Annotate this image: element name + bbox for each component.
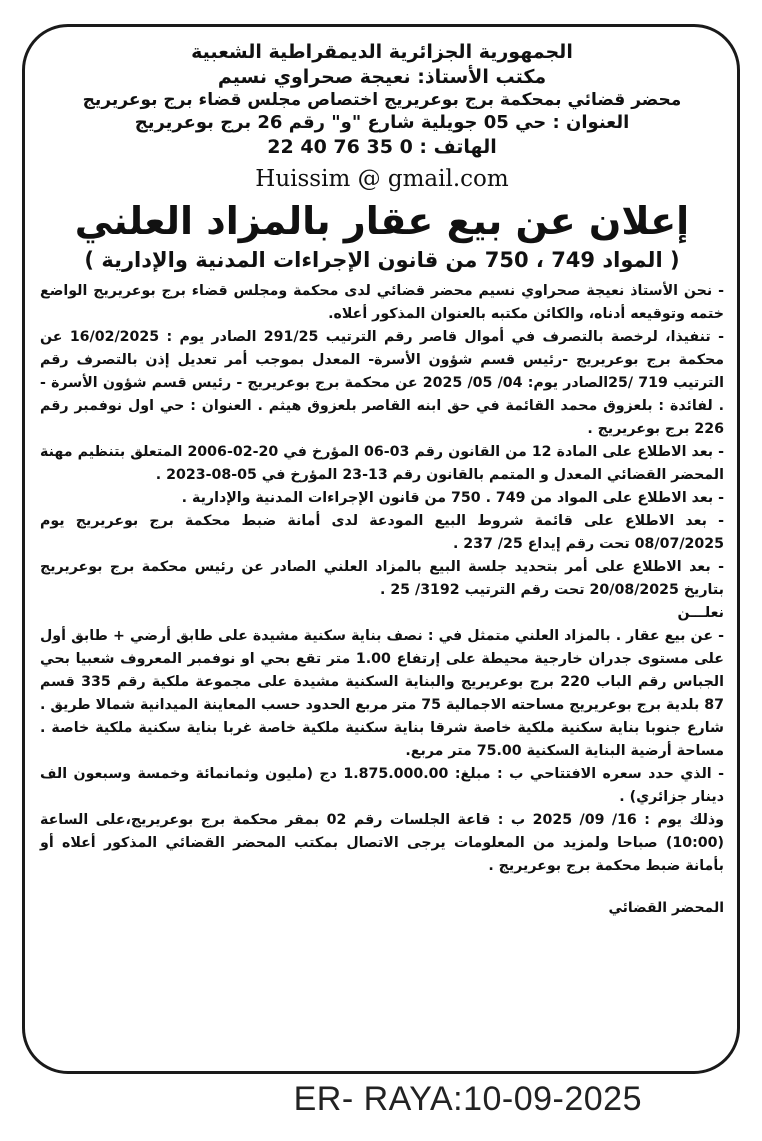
- notice-content: [40, 40, 724, 930]
- intro-paragraph: - نحن الأستاذ نعيجة صحراوي نسيم محضر قضائي لدى محكمة ومجلس قضاء برج بوعريريج الواضع ختمه وتوقيعه أدناه، والكائن مكتبه بالعنوان المذكور أعلاه.: [40, 283, 724, 323]
- republic-heading: الجمهورية الجزائرية الديمقراطية الشعبية: [191, 41, 573, 63]
- phone-line: الهاتف : 0 35 76 40 22: [267, 135, 497, 158]
- court-heading: محضر قضائي بمحكمة برج بوعريريج اختصاص مجلس قضاء برج بوعريريج: [82, 90, 682, 111]
- date-paragraph: وذلك يوم : 16/ 09/ 2025 ب : قاعة الجلسات رقم 02 بمقر محكمة برج بوعريريج،على الساعة (10:00) صباحا ولمزيد من المعلومات يرجى الاتصال بمكتب المحضر القضائي المذكور أعلاه أو بأمانة ضبط محكمة برج بوعريريج .: [40, 812, 725, 875]
- notice-subtitle: ( المواد 749 ، 750 من قانون الإجراءات المدنية والإدارية ): [84, 248, 680, 273]
- session-order-paragraph: - بعد الاطلاع على أمر بتحديد جلسة البيع بالمزاد العلني الصادر عن رئيس محكمة برج بوعريريج بتاريخ 20/08/2025 تحت رقم الترتيب 3192/ 25 .: [40, 559, 724, 599]
- conditions-paragraph: - بعد الاطلاع على قائمة شروط البيع المودعة لدى أمانة ضبط محكمة برج بوعريريج يوم 08/07/2025 تحت رقم إيداع 25/ 237 .: [40, 513, 724, 553]
- signature: المحضر القضائي: [608, 900, 724, 917]
- office-heading: مكتب الأستاذ: نعيجة صحراوي نسيم: [217, 65, 547, 88]
- address-line: العنوان : حي 05 جويلية شارع "و" رقم 26 برج بوعريريج: [134, 112, 630, 134]
- announce-heading: نعلـــن: [677, 605, 724, 622]
- price-paragraph: - الذي حدد سعره الافتتاحي ب : مبلغ: 1.875.000.00 دج (مليون وثمانمائة وخمسة وسبعون الف دينار جزائري) .: [40, 766, 724, 806]
- notice-title: إعلان عن بيع عقار بالمزاد العلني: [74, 198, 690, 243]
- execution-paragraph: - تنفيذا، لرخصة بالتصرف في أموال قاصر رقم الترتيب 291/25 الصادر يوم : 16/02/2025 عن محكمة برج بوعريريج -رئيس قسم شؤون الأسرة- المعدل بموجب أمر تعديل إذن بالتصرف رقم الترتيب 719 /25الصادر يوم: 04/ 05/ 2025 عن محكمة برج بوعريريج - رئيس قسم شؤون الأسرة - . لفائدة : بلعزوق محمد القائمة في حق ابنه القاصر بلعزوق هيثم . العنوان : حي اول نوفمبر رقم 226 برج بوعريريج .: [40, 329, 725, 438]
- email-line: Huissim @ gmail.com: [255, 165, 509, 192]
- publication-footer: ER- RAYA:10-09-2025: [293, 1080, 642, 1118]
- articles-paragraph: - بعد الاطلاع على المواد من 749 . 750 من قانون الإجراءات المدنية والإدارية .: [181, 490, 724, 507]
- property-paragraph: - عن بيع عقار . بالمزاد العلني متمثل في : نصف بناية سكنية مشيدة على طابق أرضي + طابق أول على مستوى جدران خارجية محيطة على إرتفاع 1.00 متر تقع بحي او نوفمبر المعروف شعبيا بحي الجباس رقم الباب 220 برج بوعريريج والبناية السكنية مشيدة على مجموعة ملكية رقم 335 قسم 87 بلدية برج بوعريريج مساحته الاجمالية 75 متر مربع الحدود حسب المعاينة الميدانية شمالا طريق . شارع جنوبا بناية سكنية ملكية خاصة شرقا بناية سكنية ملكية خاصة غربا بناية سكنية ملكية خاصة . مساحة أرضية البناية السكنية 75.00 متر مربع.: [40, 628, 724, 760]
- law-reference-paragraph: - بعد الاطلاع على المادة 12 من القانون رقم 03-06 المؤرخ في 20-02-2006 المتعلق بتنظيم مهنة المحضر القضائي المعدل و المتمم بالقانون رقم 13-23 المؤرخ في 05-08-2023 .: [40, 444, 725, 484]
